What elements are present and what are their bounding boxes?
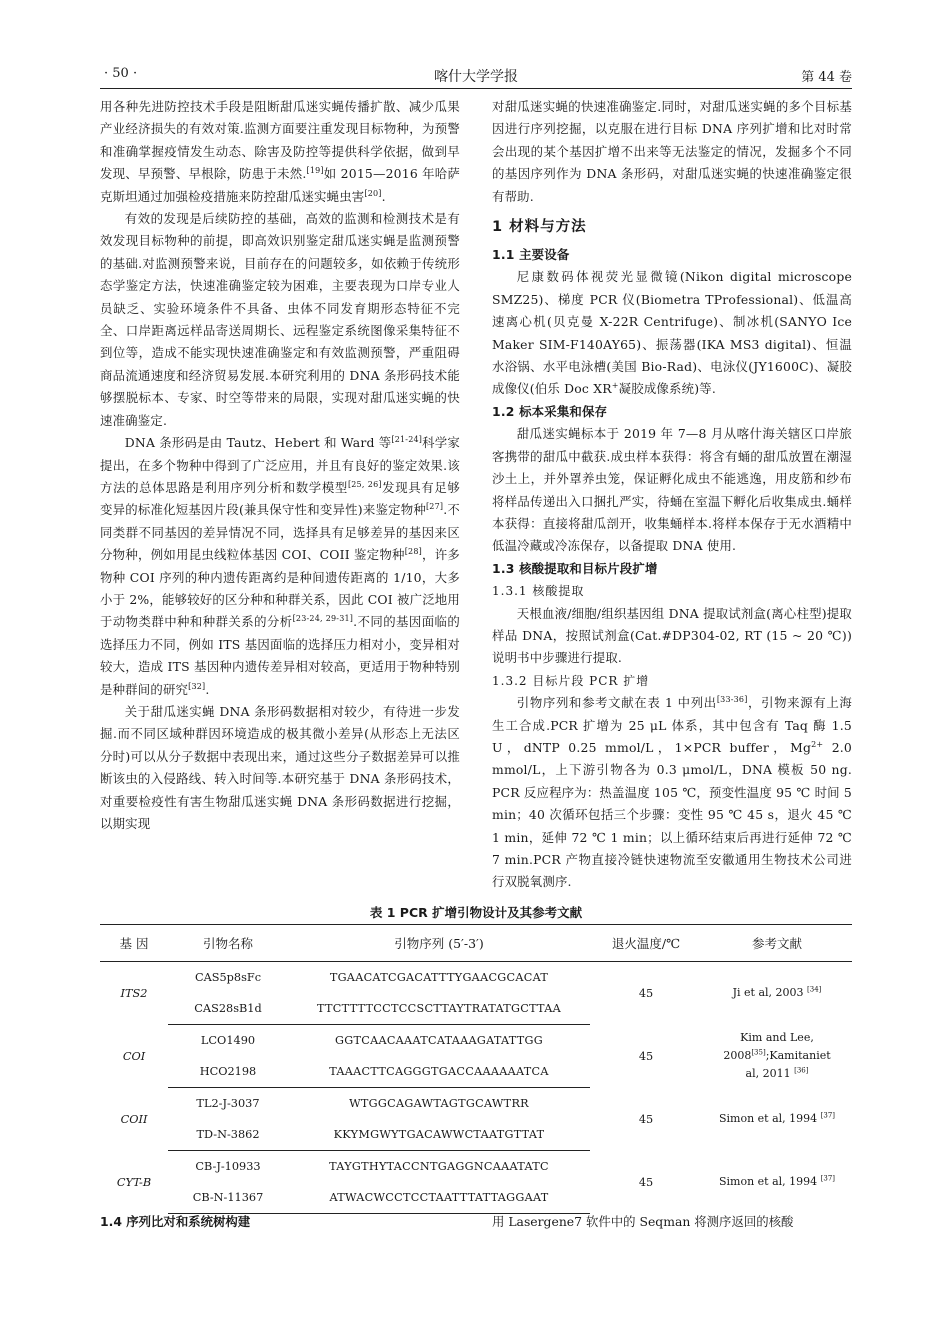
citation[interactable]: [35]: [751, 1048, 766, 1057]
primer-name-cell: LCO1490: [200, 1034, 256, 1047]
primer-seq-cell: TAAACTTCAGGGTGACCAAAAAATCA: [288, 1056, 590, 1088]
table-header-row: [100, 925, 852, 962]
ref-text: Ji et al, 2003: [732, 986, 804, 1000]
citation[interactable]: [36]: [794, 1066, 809, 1075]
ref-cell: [702, 1088, 852, 1151]
text-run: 用各种先进防控技术手段是阻断甜瓜迷实蝇传播扩散、减少瓜果产业经济损失的有效对策.监测方面要注重发现目标物种，为预警和准确掌握疫情发生动态、除害及防控等提供科学依据，做到早发现、早预警、早根除，防患于未然.: [100, 99, 460, 182]
temp-cell: 45: [638, 1049, 654, 1063]
citation[interactable]: [28]: [404, 547, 422, 556]
primer-seq-cell: ATWACWCCTCCTAATTTATTAGGAAT: [288, 1182, 590, 1214]
citation[interactable]: [25, 26]: [347, 479, 382, 489]
column-header: 退火温度/℃: [590, 925, 702, 962]
temp-cell: 45: [638, 1112, 654, 1126]
subsection-heading-sampling: 1.2 标本采集和保存: [492, 403, 608, 419]
primer-name-cell: CB-J-10933: [195, 1160, 261, 1173]
section-heading-methods: 1 材料与方法: [492, 219, 587, 236]
ref-cell: [702, 962, 852, 1025]
page-number: · 50 ·: [104, 66, 138, 81]
text-run: 如 2015—2016 年哈萨克斯坦通过加强检疫措施来防控甜瓜迷实蝇虫害: [100, 166, 460, 204]
text-run: .: [381, 188, 386, 204]
primer-seq-cell: TAYGTHYTACCNTGAGGNCAAATATC: [329, 1160, 549, 1173]
column-header: 基 因: [100, 925, 168, 962]
primer-name-cell: CAS28sB1d: [168, 993, 288, 1025]
paragraph-aim-continued: 对甜瓜迷实蝇的快速准确鉴定.同时，对甜瓜迷实蝇的多个目标基因进行序列挖掘，以克服在进行目标 DNA 序列扩增和比对时常会出现的某个基因扩增不出来等无法鉴定的情况，发掘多个不同的基因序列作为 DNA 条形码，对甜瓜迷实蝇的快速准确鉴定很有帮助.: [492, 99, 852, 204]
primer-table: [100, 924, 852, 1214]
text-run: DNA 条形码是由 Tautz、Hebert 和 Ward 等: [124, 435, 392, 451]
column-header: 参考文献: [702, 925, 852, 962]
paragraph-dna-extraction: 天根血液/细胞/组织基因组 DNA 提取试剂盒(离心柱型)提取样品 DNA，按照试剂盒(Cat.#DP304-02, RT (15 ~ 20 ℃))说明书中步骤进行提取.: [492, 605, 852, 666]
subsubsection-heading-pcr: 1.3.2 目标片段 PCR 扩增: [492, 673, 650, 688]
ref-text: Simon et al, 1994: [718, 1112, 818, 1125]
citation[interactable]: [20]: [364, 188, 382, 198]
subsection-heading-alignment: 1.4 序列比对和系统树构建: [100, 1214, 251, 1229]
primer-name-cell: CAS5p8sFc: [194, 971, 262, 984]
gene-cell: COI: [122, 1049, 146, 1063]
paragraph-detection: 有效的发现是后续防控的基础，高效的监测和检测技术是有效发现目标物种的前提，即高效识别鉴定甜瓜迷实蝇是监测预警的基础.对监测预警来说，目前存在的问题较多，如依赖于传统形态学鉴定方法，快速准确鉴定较为困难，主要表现为口岸专业人员缺乏、实验环境条件不具备、虫体不同发育期形态特征不完全、口岸距离远样品寄送周期长、远程鉴定系统图像采集特征不到位等，造成不能实现快速准确鉴定和有效监测预警，严重阻碍商品流通速度和经济贸易发展.本研究利用的 DNA 条形码技术能够摆脱标本、专家、时空等带来的局限，实现对甜瓜迷实蝇的快速准确鉴定.: [100, 211, 460, 428]
primer-seq-cell: GGTCAACAAATCATAAAGATATTGG: [334, 1034, 544, 1047]
citation[interactable]: [27]: [425, 502, 444, 512]
ref-text: al, 2011: [745, 1067, 791, 1080]
paragraph-intro-continued: [100, 96, 460, 208]
text-run: 凝胶成像系统)等.: [618, 381, 716, 397]
paragraph-sampling: 甜瓜迷实蝇标本于 2019 年 7—8 月从喀什海关辖区口岸旅客携带的甜瓜中截获.成虫样本获得：将含有蛹的甜瓜放置在潮湿沙土上，并外罩养虫笼，保证孵化成虫不能逃逸，用皮筋和纱布将样品传递出入口捆扎严实，待蛹在室温下孵化后收集成虫.蛹样本获得：直接将甜瓜剖开，收集蛹样本.将样本保存于无水酒精中低温冷藏或冷冻保存，以备提取 DNA 使用.: [492, 426, 852, 554]
primer-seq-cell: KKYMGWYTGACAWWCTAATGTTAT: [288, 1119, 590, 1151]
table-row: [100, 1151, 852, 1183]
column-header: 引物序列 (5′-3′): [288, 925, 590, 962]
text-run: 发现具有足够变异的标准化短基因片段(兼具保守性和变异性)来鉴定物种: [100, 479, 460, 518]
gene-cell: CYT-B: [116, 1175, 152, 1189]
table-row: [100, 962, 852, 994]
text-run: 尼康数码体视荧光显微镜(Nikon digital microscope SMZ25)、梯度 PCR 仪(Biometra TProfessional)、低温高速离心机(贝克曼 X-22R Centrifuge)、制冰机(SANYO Ice Maker SIM-F140AY65)、振荡器(IKA MS3 digital)、恒温水浴锅、水平电泳槽(美国 Bio-Rad)、电泳仪(JY1600C)、凝胶成像仪(伯乐 Doc XR: [492, 269, 852, 397]
header-rule: [100, 88, 852, 89]
ref-text: 2008: [723, 1049, 752, 1062]
primer-name-cell: TL2-J-3037: [196, 1097, 260, 1110]
primer-name-cell: CB-N-11367: [168, 1182, 288, 1214]
text-run: .不同类群不同基因的差异情况不同，选择具有足够差异的基因来区分物种，例如用昆虫线粒体基因 COI、COII 鉴定物种: [100, 502, 460, 563]
volume-label: 第 44 卷: [801, 70, 852, 85]
citation[interactable]: [37]: [820, 1174, 836, 1183]
gene-cell: COII: [120, 1112, 148, 1126]
running-head: [100, 66, 852, 88]
text-run: 引物序列和参考文献在表 1 中列出: [516, 695, 717, 711]
table-caption: 表 1 PCR 扩增引物设计及其参考文献: [369, 905, 583, 920]
citation[interactable]: [19]: [306, 166, 324, 176]
citation[interactable]: [34]: [807, 985, 822, 994]
gene-cell: ITS2: [120, 986, 148, 1000]
table-1: [100, 902, 852, 1214]
table-row: [100, 1025, 852, 1057]
ref-text: Kim and Lee,: [740, 1031, 814, 1044]
text-run: .不同的基因面临的选择压力不同，例如 ITS 基因面临的选择压力相对小，变异相对较大，造成 ITS 基因种内遗传差异相对较高，更适用于物种特别是种群间的研究: [100, 614, 460, 697]
paragraph-pcr: [492, 692, 852, 894]
citation[interactable]: [37]: [820, 1111, 836, 1120]
primer-seq-cell: TTCTTTTCCTCCSCTTAYTRATATGCTTAA: [288, 993, 590, 1025]
citation[interactable]: [33-36]: [716, 695, 748, 705]
right-column: [492, 96, 852, 894]
citation[interactable]: [32]: [188, 681, 206, 691]
text-run: ，许多物种 COI 序列的种内遗传距离约是种间遗传距离的 1/10，大多小于 2%，能够较好的区分种和种群关系，因此 COI 被广泛地用于动物类群中种和种群关系的分析: [100, 547, 460, 630]
citation[interactable]: [23-24, 29-31]: [292, 614, 354, 624]
ref-text: Simon et al, 1994: [718, 1175, 818, 1188]
subsection-heading-extraction: 1.3 核酸提取和目标片段扩增: [492, 560, 658, 576]
primer-name-cell: TD-N-3862: [168, 1119, 288, 1151]
superscript: +: [611, 381, 619, 391]
ref-text: ;Kamitaniet: [765, 1049, 831, 1062]
column-header: 引物名称: [168, 925, 288, 962]
paragraph-study-aim: 关于甜瓜迷实蝇 DNA 条形码数据相对较少，有待进一步发掘.而不同区域种群因环境造成的极其微小差异(从形态上无法区分时)可以从分子数据中表现出来，通过这些分子数据差异可以推断该虫的入侵路线、转入时间等.本研究基于 DNA 条形码技术，对重要检疫性有害生物甜瓜迷实蝇 DNA 条形码数据进行挖掘，以期实现: [100, 703, 460, 831]
primer-seq-cell: TGAACATCGACATTTYGAACGCACAT: [329, 971, 549, 984]
temp-cell: 45: [638, 1175, 654, 1189]
paragraph-dna-barcode: [100, 432, 460, 701]
page-bottom-line: [100, 1212, 852, 1236]
primer-seq-cell: WTGGCAGAWTAGTGCAWTRR: [349, 1097, 529, 1110]
left-column: [100, 96, 460, 835]
subsection-heading-equipment: 1.1 主要设备: [492, 247, 570, 263]
temp-cell: 45: [638, 986, 654, 1000]
paragraph-alignment-start: 用 Lasergene7 软件中的 Seqman 将测序返回的核酸: [492, 1214, 794, 1229]
superscript: 2+: [811, 739, 824, 749]
text-run: .: [205, 681, 210, 697]
text-run: ，引物来源有上海生工合成.PCR 扩增为 25 μL 体系，其中包含有 Taq 酶 1.5 U，dNTP 0.25 mmol/L，1×PCR buffer，Mg: [492, 695, 852, 755]
text-run: 2.0 mmol/L，上下游引物各为 0.3 μmol/L，DNA 模板 50 ng. PCR 反应程序为：热盖温度 105 ℃，预变性温度 95 ℃ 时间 5 min；40 次循环包括三个步骤：变性 95 ℃ 45 s，退火 45 ℃ 1 min，延伸 72 ℃ 1 min；以上循环结束后再进行延伸 72 ℃ 7 min.PCR 产物直接冷链快速物流至安徽通用生物技术公司进行双脱氧测序.: [492, 739, 853, 890]
subsubsection-heading-dna-extraction: 1.3.1 核酸提取: [492, 584, 585, 599]
journal-title: 喀什大学学报: [434, 69, 518, 85]
citation[interactable]: [21-24]: [391, 434, 423, 444]
paragraph-equipment: [492, 266, 852, 400]
text-run: 科学家提出，在多个物种中得到了广泛应用，并且有良好的鉴定效果.该方法的总体思路是利用序列分析和数学模型: [100, 435, 460, 495]
ref-cell: [702, 1151, 852, 1214]
primer-name-cell: HCO2198: [168, 1056, 288, 1088]
ref-cell: [702, 1025, 852, 1088]
table-row: [100, 1088, 852, 1120]
